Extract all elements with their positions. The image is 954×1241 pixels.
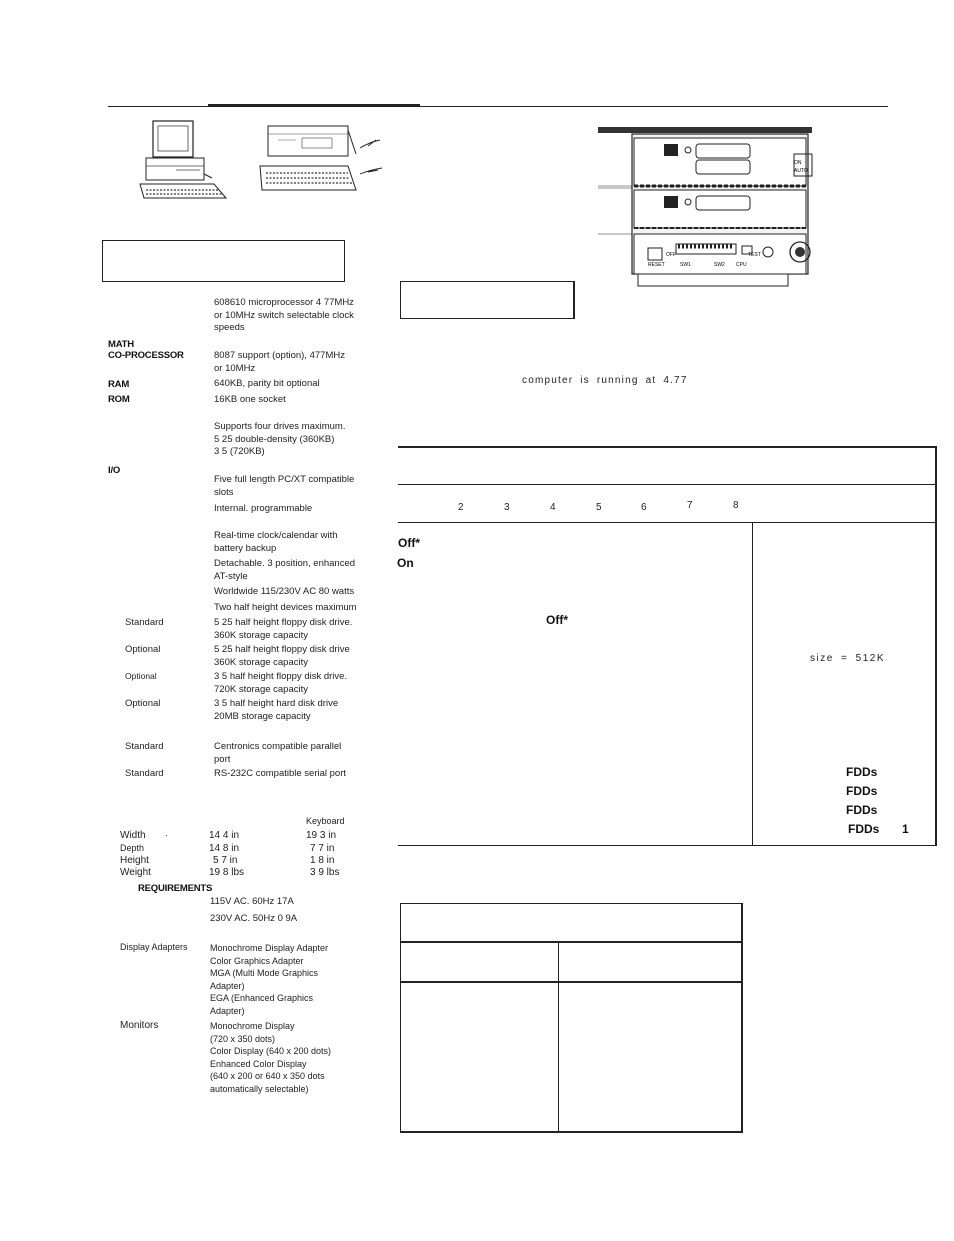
speed-heading-box — [400, 281, 575, 319]
top-rule — [108, 106, 888, 107]
spec-cpu — [214, 297, 354, 335]
spec-line: speeds — [214, 322, 245, 333]
memory-size-note: size = 512K — [810, 653, 886, 664]
label-requirements: REQUIREMENTS — [138, 883, 213, 894]
panel-label-on: ON — [794, 160, 802, 166]
storage-desc — [214, 671, 347, 696]
switch-number: 2 — [458, 502, 464, 513]
dim-keyboard: 3 9 lbs — [310, 867, 340, 878]
spec-line: slots — [214, 486, 234, 498]
table-rule-header — [398, 484, 937, 485]
table-col-divider — [558, 941, 559, 1133]
table-rule-left — [400, 903, 401, 1133]
spec-line: 20MB storage capacity — [214, 710, 311, 722]
panel-label-sw2: SW2 — [714, 262, 725, 268]
port-desc — [214, 741, 341, 766]
dim-mark: . — [165, 828, 168, 839]
dim-unit: 19 8 lbs — [209, 867, 245, 878]
table-rule-right — [741, 903, 743, 1133]
spec-line: MGA (Multi Mode Graphics — [210, 968, 319, 978]
storage-tag: Optional — [125, 644, 161, 655]
off-star-cell-middle: Off* — [546, 613, 568, 627]
spec-line: Monochrome Display — [210, 1021, 295, 1031]
spec-line: Detachable. 3 position, enhanced — [214, 558, 356, 569]
spec-rom: 16KB one socket — [214, 394, 286, 405]
spec-math — [214, 350, 345, 375]
spec-display-adapters — [210, 942, 328, 1017]
label-rom: ROM — [108, 394, 130, 405]
spec-line: Adapter) — [210, 980, 245, 991]
spec-line: EGA (Enhanced Graphics — [210, 993, 314, 1003]
spec-line: Five full length PC/XT compatible — [214, 474, 355, 485]
storage-tag: Optional — [125, 671, 157, 681]
lower-table — [400, 903, 743, 1133]
fdds-count: 1 — [902, 822, 909, 836]
label-math: MATH — [108, 339, 134, 350]
storage-desc — [214, 644, 350, 669]
storage-desc — [214, 617, 352, 642]
port-tag: Standard — [125, 741, 164, 752]
desktop-computer-illustration — [138, 118, 230, 204]
spec-monitors — [210, 1020, 331, 1096]
spec-line: 608610 microprocessor 4 77MHz — [214, 297, 354, 308]
spec-clock — [214, 530, 338, 555]
top-rule-heavy — [208, 104, 420, 106]
spec-line: 115V AC. 60Hz 17A — [210, 896, 294, 907]
spec-line: Adapter) — [210, 1005, 245, 1016]
panel-label-reset: RESET — [648, 262, 665, 268]
spec-line: 360K storage capacity — [214, 656, 309, 668]
spec-line: Color Display (640 x 200 dots) — [210, 1046, 332, 1057]
fdds-cell: FDDs — [848, 822, 880, 836]
specifications-heading-box — [102, 240, 345, 282]
spec-line: 5 25 half height floppy disk drive — [214, 644, 350, 655]
label-io: I/O — [108, 465, 121, 476]
switch-number: 4 — [550, 502, 556, 513]
storage-desc — [214, 698, 338, 723]
spec-drives — [214, 421, 345, 459]
storage-tag: Optional — [125, 698, 161, 709]
spec-requirements — [210, 896, 297, 925]
expanded-system-illustration — [256, 120, 396, 196]
off-star-cell: Off* — [398, 536, 420, 550]
spec-line: 3 5 (720KB) — [214, 446, 265, 457]
spec-ram: 640KB, parity bit optional — [214, 378, 320, 389]
display-adapters-tag: Display Adapters — [120, 942, 188, 952]
spec-line: 3 5 half height floppy disk drive. — [214, 671, 348, 682]
spec-line: (720 x 350 dots) — [210, 1033, 276, 1044]
spec-keyboard — [214, 558, 355, 583]
spec-line: Centronics compatible parallel — [214, 741, 342, 752]
port-desc: RS-232C compatible serial port — [214, 768, 347, 779]
spec-line: 230V AC. 50Hz 0 9A — [210, 912, 298, 924]
dim-keyboard: 1 8 in — [310, 855, 335, 866]
spec-line: (640 x 200 or 640 x 350 dots — [210, 1071, 325, 1082]
off-cell-clip — [398, 536, 432, 554]
switch-number: 5 — [596, 502, 602, 513]
panel-label-sw1: SW1 — [680, 262, 691, 268]
spec-line: or 10MHz — [214, 362, 256, 374]
spec-line: 5 25 half height floppy disk drive. — [214, 617, 353, 628]
spec-line: Supports four drives maximum. — [214, 421, 346, 432]
panel-label-cpu: CPU — [736, 262, 747, 268]
spec-line: 8087 support (option), 477MHz — [214, 350, 345, 361]
spec-line: Color Graphics Adapter — [210, 955, 304, 966]
spec-line: automatically selectable) — [210, 1083, 309, 1094]
spec-line: or 10MHz switch selectable clock — [214, 309, 354, 321]
spec-power: Worldwide 115/230V AC 80 watts — [214, 586, 355, 597]
spec-internal: Internal. programmable — [214, 503, 313, 514]
fdds-cell: FDDs — [846, 784, 878, 798]
spec-line: 3 5 half height hard disk drive — [214, 698, 339, 709]
dim-label: Depth — [120, 843, 145, 853]
dim-label: Weight — [120, 867, 151, 878]
dim-label: Height — [120, 855, 149, 866]
table-col-divider — [752, 522, 753, 846]
spec-line: battery backup — [214, 542, 277, 554]
fdds-cell: FDDs — [846, 803, 878, 817]
spec-line: 720K storage capacity — [214, 683, 309, 695]
fdds-cell: FDDs — [846, 765, 878, 779]
speed-note: computer is running at 4.77 — [522, 375, 688, 386]
table-rule-bottom — [398, 845, 937, 846]
label-ram: RAM — [108, 379, 130, 390]
panel-label-off: OFF — [666, 252, 676, 258]
spec-bays: Two half height devices maximum — [214, 602, 357, 613]
dim-unit: 5 7 in — [213, 855, 238, 866]
port-tag: Standard — [125, 768, 164, 779]
table-rule-top — [400, 903, 743, 904]
dim-unit: 14 4 in — [209, 830, 240, 841]
spec-line: 360K storage capacity — [214, 629, 309, 641]
spec-line: Enhanced Color Display — [210, 1058, 307, 1069]
dim-unit: 14 8 in — [209, 843, 240, 854]
dim-label: Width — [120, 830, 146, 841]
spec-line: Monochrome Display Adapter — [210, 943, 329, 953]
storage-tag: Standard — [125, 617, 164, 628]
table-rule-right — [935, 446, 937, 846]
switch-number: 8 — [733, 500, 739, 511]
panel-label-auto: AUTO — [794, 168, 808, 174]
table-rule-subheader — [400, 981, 743, 983]
switch-number: 7 — [687, 500, 693, 511]
front-panel-photo — [598, 124, 814, 286]
spec-line: Real-time clock/calendar with — [214, 530, 338, 541]
table-rule-top — [398, 446, 937, 448]
spec-line: AT-style — [214, 570, 248, 582]
dim-keyboard: 7 7 in — [310, 843, 335, 854]
spec-slots — [214, 474, 354, 499]
dim-keyboard: 19 3 in — [306, 830, 337, 841]
on-cell-clip — [397, 556, 432, 574]
table-rule-bottom — [400, 1131, 743, 1133]
switch-number: 3 — [504, 502, 510, 513]
spec-line: port — [214, 753, 231, 765]
monitors-tag: Monitors — [120, 1020, 159, 1031]
spec-line: 5 25 double-density (360KB) — [214, 433, 335, 445]
label-coprocessor: CO-PROCESSOR — [108, 350, 184, 361]
table-rule-header — [400, 941, 743, 943]
dims-keyboard-header: Keyboard — [306, 816, 345, 826]
on-cell: On — [397, 556, 414, 570]
table-rule-subheader — [398, 522, 937, 523]
panel-label-test: TEST — [748, 252, 761, 258]
switch-number: 6 — [641, 502, 647, 513]
